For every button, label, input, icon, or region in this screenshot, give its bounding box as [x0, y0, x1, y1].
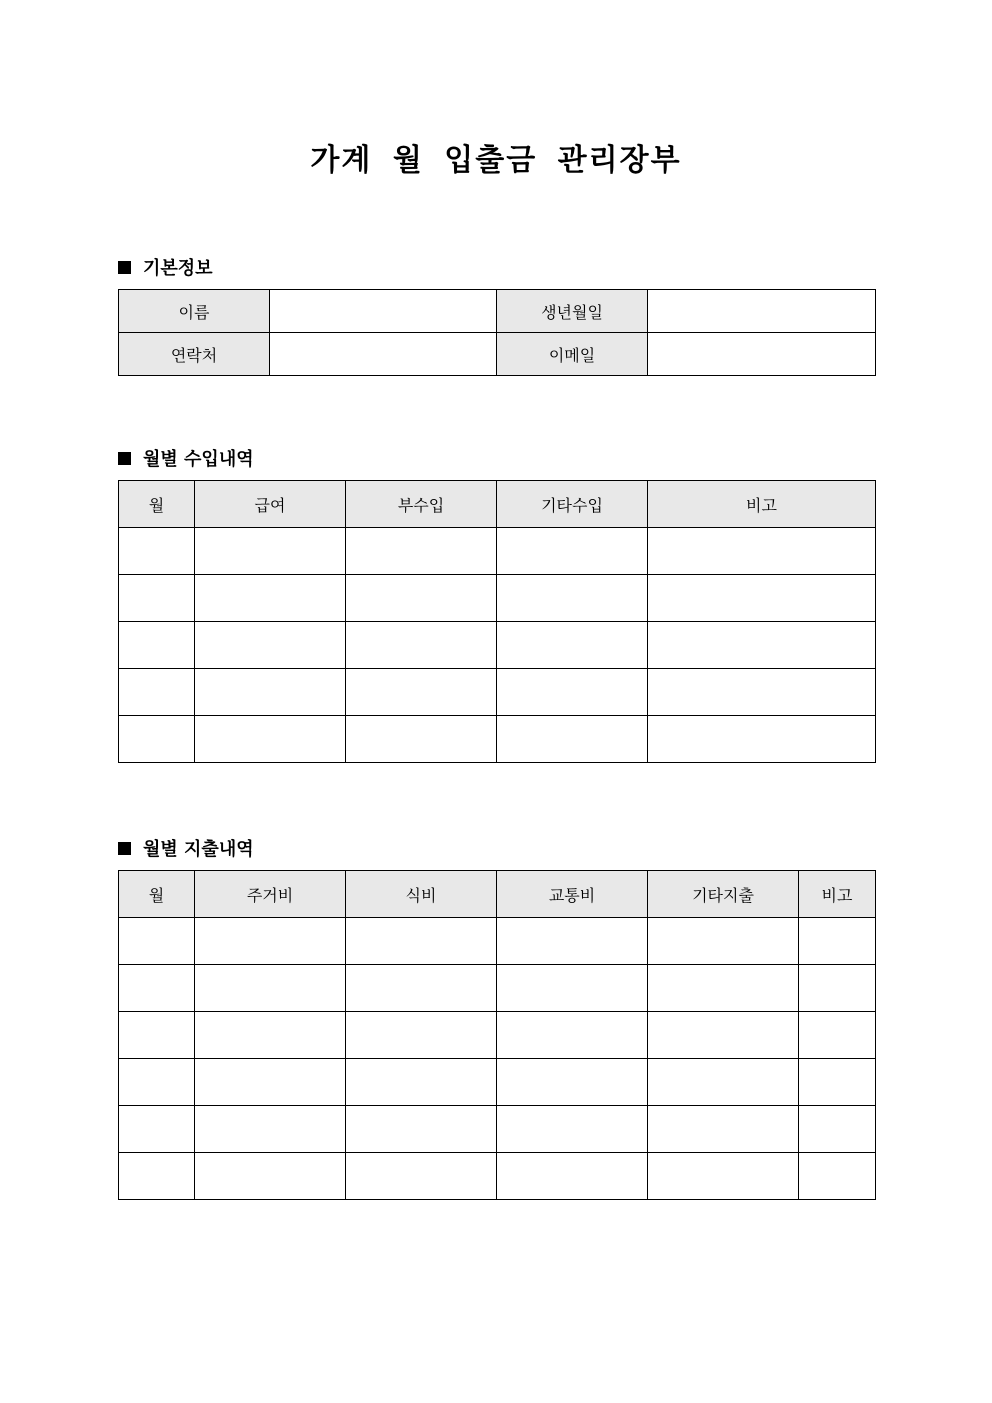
basic-info-table — [118, 289, 876, 376]
table-cell[interactable] — [195, 918, 346, 965]
column-header: 주거비 — [195, 871, 346, 918]
table-cell[interactable] — [799, 918, 876, 965]
column-header: 비고 — [648, 481, 876, 528]
table-row — [119, 622, 876, 669]
table-cell[interactable] — [648, 918, 799, 965]
table-cell[interactable] — [648, 1153, 799, 1200]
table-header-row — [119, 481, 876, 528]
table-cell[interactable] — [346, 1106, 497, 1153]
table-row — [119, 1059, 876, 1106]
column-header: 식비 — [346, 871, 497, 918]
table-cell[interactable] — [119, 965, 195, 1012]
birthdate-label: 생년월일 — [497, 290, 648, 333]
page-title: 가계 월 입출금 관리장부 — [310, 143, 682, 178]
table-cell[interactable] — [497, 575, 648, 622]
table-cell[interactable] — [648, 1012, 799, 1059]
column-header: 월 — [119, 481, 195, 528]
table-cell[interactable] — [195, 669, 346, 716]
table-row — [119, 528, 876, 575]
table-cell[interactable] — [346, 622, 497, 669]
table-cell[interactable] — [195, 965, 346, 1012]
expense-heading — [118, 835, 254, 861]
table-cell[interactable] — [195, 1012, 346, 1059]
birthdate-field[interactable] — [648, 290, 876, 333]
table-cell[interactable] — [497, 622, 648, 669]
table-row — [119, 1012, 876, 1059]
table-row — [119, 1106, 876, 1153]
column-header: 교통비 — [497, 871, 648, 918]
table-cell[interactable] — [346, 528, 497, 575]
table-cell[interactable] — [648, 1106, 799, 1153]
column-header: 비고 — [799, 871, 876, 918]
table-cell[interactable] — [497, 965, 648, 1012]
table-cell[interactable] — [799, 1153, 876, 1200]
table-cell[interactable] — [119, 716, 195, 763]
table-cell[interactable] — [119, 1012, 195, 1059]
table-cell[interactable] — [497, 716, 648, 763]
table-cell[interactable] — [346, 965, 497, 1012]
table-cell[interactable] — [497, 1153, 648, 1200]
name-label: 이름 — [119, 290, 270, 333]
table-row — [119, 333, 876, 376]
table-cell[interactable] — [799, 1059, 876, 1106]
income-table — [118, 480, 876, 763]
table-cell[interactable] — [346, 575, 497, 622]
table-cell[interactable] — [195, 1059, 346, 1106]
column-header: 기타수입 — [497, 481, 648, 528]
basic-info-heading-text: 기본정보 — [143, 258, 213, 279]
table-cell[interactable] — [119, 1059, 195, 1106]
name-field[interactable] — [270, 290, 497, 333]
expense-table — [118, 870, 876, 1200]
table-cell[interactable] — [346, 1012, 497, 1059]
table-cell[interactable] — [497, 528, 648, 575]
table-header-row — [119, 871, 876, 918]
column-header: 급여 — [195, 481, 346, 528]
table-cell[interactable] — [497, 918, 648, 965]
table-cell[interactable] — [497, 1012, 648, 1059]
table-row — [119, 575, 876, 622]
table-cell[interactable] — [648, 669, 876, 716]
table-cell[interactable] — [119, 528, 195, 575]
square-bullet-icon — [118, 452, 131, 465]
table-cell[interactable] — [648, 1059, 799, 1106]
table-cell[interactable] — [648, 575, 876, 622]
table-cell[interactable] — [346, 669, 497, 716]
table-cell[interactable] — [195, 716, 346, 763]
table-cell[interactable] — [119, 1106, 195, 1153]
table-cell[interactable] — [195, 528, 346, 575]
table-row — [119, 669, 876, 716]
table-cell[interactable] — [119, 1153, 195, 1200]
table-cell[interactable] — [497, 1106, 648, 1153]
table-cell[interactable] — [195, 575, 346, 622]
table-cell[interactable] — [497, 669, 648, 716]
table-cell[interactable] — [195, 1153, 346, 1200]
basic-info-heading — [118, 254, 213, 280]
table-cell[interactable] — [648, 622, 876, 669]
table-cell[interactable] — [799, 1012, 876, 1059]
email-field[interactable] — [648, 333, 876, 376]
table-cell[interactable] — [346, 1153, 497, 1200]
email-label: 이메일 — [497, 333, 648, 376]
contact-label: 연락처 — [119, 333, 270, 376]
table-row — [119, 290, 876, 333]
table-cell[interactable] — [497, 1059, 648, 1106]
table-row — [119, 1153, 876, 1200]
table-row — [119, 965, 876, 1012]
table-cell[interactable] — [346, 716, 497, 763]
table-cell[interactable] — [346, 918, 497, 965]
table-cell[interactable] — [195, 1106, 346, 1153]
square-bullet-icon — [118, 842, 131, 855]
table-row — [119, 918, 876, 965]
expense-heading-text: 월별 지출내역 — [143, 839, 254, 860]
income-heading — [118, 445, 254, 471]
square-bullet-icon — [118, 261, 131, 274]
table-cell[interactable] — [648, 528, 876, 575]
table-cell[interactable] — [119, 669, 195, 716]
table-cell[interactable] — [119, 575, 195, 622]
column-header: 부수입 — [346, 481, 497, 528]
income-heading-text: 월별 수입내역 — [143, 449, 254, 470]
table-cell[interactable] — [799, 965, 876, 1012]
table-cell[interactable] — [195, 622, 346, 669]
table-cell[interactable] — [119, 622, 195, 669]
column-header: 기타지출 — [648, 871, 799, 918]
table-cell[interactable] — [346, 1059, 497, 1106]
table-cell[interactable] — [648, 965, 799, 1012]
table-cell[interactable] — [119, 918, 195, 965]
table-cell[interactable] — [648, 716, 876, 763]
column-header: 월 — [119, 871, 195, 918]
contact-field[interactable] — [270, 333, 497, 376]
table-cell[interactable] — [799, 1106, 876, 1153]
table-row — [119, 716, 876, 763]
